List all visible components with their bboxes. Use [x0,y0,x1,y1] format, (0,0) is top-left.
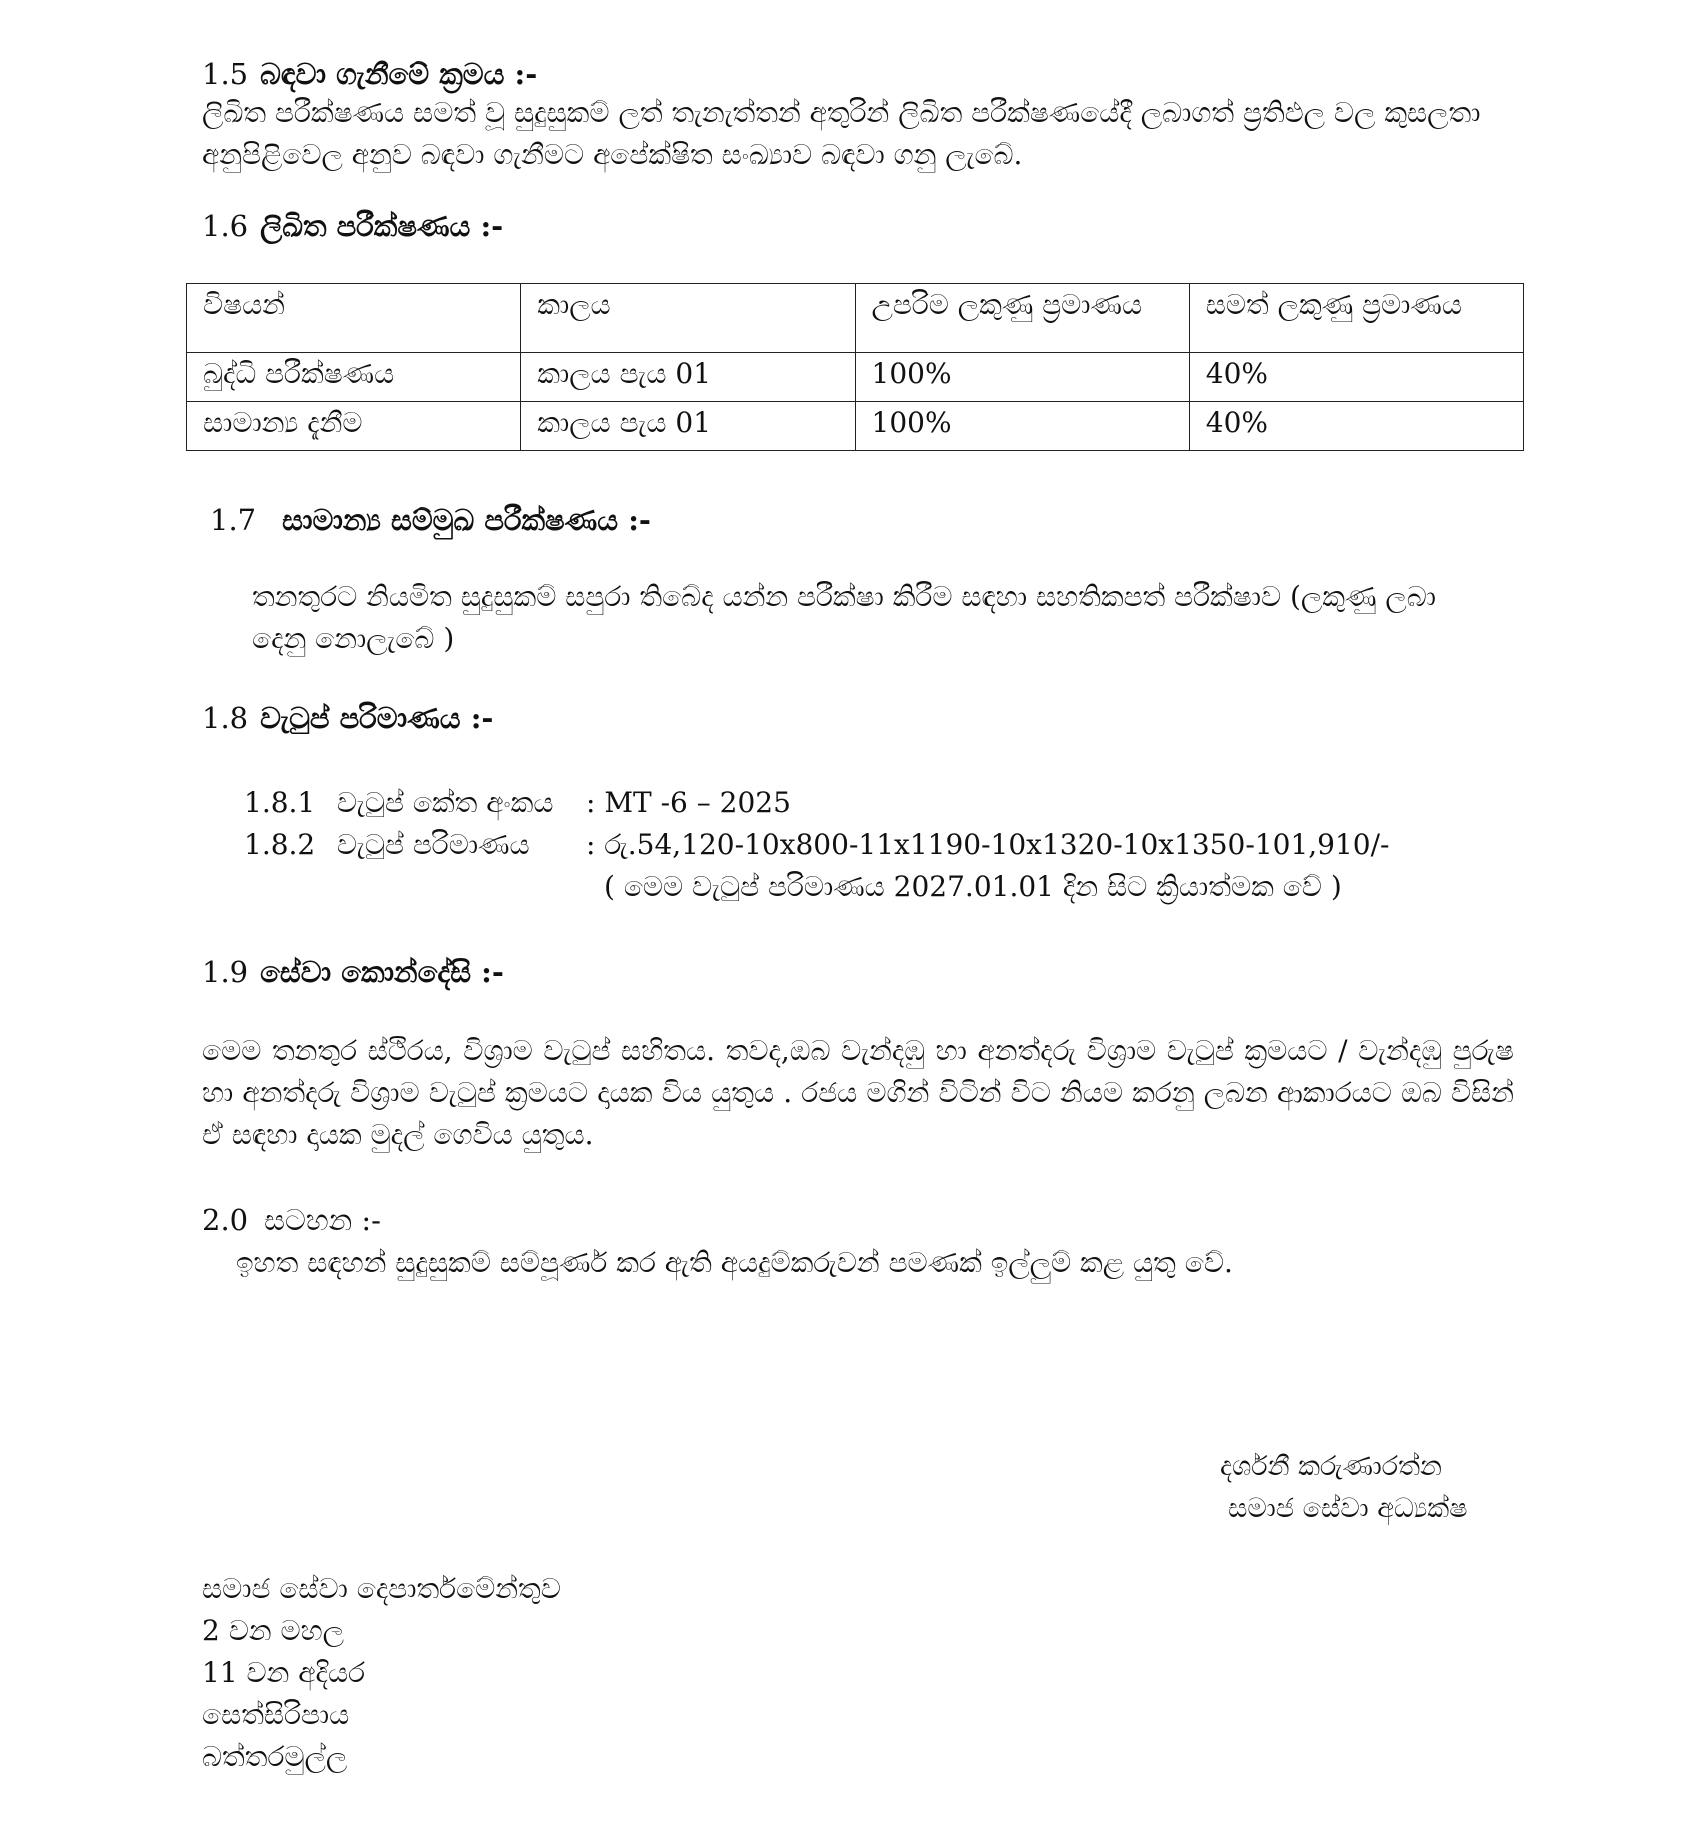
item-value: : රු.54,120-10x800-11x1190-10x1320-10x1350-101,910/- [586,828,1390,861]
item-label: වැටුප් කේත අංකය [336,786,554,819]
signatory-title: සමාජ සේවා අධ්‍යක්ෂ [1228,1493,1468,1524]
table-header-row [187,284,1524,353]
salary-scale-row [244,824,1390,866]
section-title: ලිඛිත පරීක්ෂණය :- [260,209,504,243]
address-line: සමාජ සේවා දෙපාර්තමේන්තුව [202,1572,561,1605]
table-cell: 40% [1189,353,1523,402]
salary-code-row [244,782,791,824]
section-2-0-body: ඉහත සඳහන් සුදුසුකම් සම්පූර්ණ කර ඇති අයදුම්කරුවන් පමණක් ඉල්ලුම් කළ යුතු වේ. [236,1246,1233,1279]
section-number: 1.8 [202,701,249,735]
item-number: 1.8.2 [244,828,316,861]
table-cell: 100% [855,402,1189,451]
section-1-6-heading [202,206,503,246]
item-number: 1.8.1 [244,786,316,819]
table-row [187,353,1524,402]
address-block [202,1568,561,1778]
section-title: සාමාන්‍ය සම්මුඛ පරීක්ෂණය :- [282,503,651,537]
address-line: 11 වන අදියර [202,1656,366,1689]
section-number: 2.0 [202,1203,249,1237]
address-line: 2 වන මහල [202,1614,345,1647]
table-cell: බුද්ධි පරීක්ෂණය [187,353,521,402]
section-1-9-heading [202,952,504,992]
section-1-8-heading [202,698,493,738]
table-header-cell: සමත් ලකුණු ප්‍රමාණය [1189,284,1523,353]
section-1-7-body: තනතුරට නියමිත සුදුසුකම් සපුරා තිබේද යන්න පරීක්ෂා කිරීම සඳහා සහතිකපත් පරීක්ෂාව (ලකුණු ලබා දෙනු නොලැබේ ) [252,580,1436,655]
section-1-7-heading [210,500,651,540]
table-row [187,402,1524,451]
section-1-5-body: ලිඛිත පරීක්ෂණය සමත් වූ සුදුසුකම් ලත් තැනැත්තන් අතුරින් ලිඛිත පරීක්ෂණයේදී ලබාගත් ප්‍රතිඵල වල කුසලතා අනුපිළිවෙල අනුව බඳවා ගැනීමට අපේක්ෂිත සංඛ්‍යාව බඳවා ගනු ලැබේ. [202,96,1481,171]
table-header-cell: උපරිම ලකුණු ප්‍රමාණය [855,284,1189,353]
section-title: සටහන :- [264,1203,381,1237]
section-number: 1.5 [202,57,249,91]
table-header-cell: කාලය [521,284,855,353]
signatory-name: දර්ශනී කරුණාරත්න [1220,1451,1442,1482]
table-cell: සාමාන්‍ය දැනීම [187,402,521,451]
item-value: : MT -6 – 2025 [586,786,791,819]
section-title: බඳවා ගැනීමේ ක්‍රමය :- [260,57,538,91]
table-cell: කාලය පැය 01 [521,353,855,402]
section-number: 1.7 [210,503,257,537]
item-label: වැටුප් පරිමාණය [336,828,530,861]
section-2-0-heading [202,1200,381,1240]
table-cell: කාලය පැය 01 [521,402,855,451]
table-cell: 100% [855,353,1189,402]
address-line: බත්තරමුල්ල [202,1740,348,1773]
table-header-cell: විෂයන් [187,284,521,353]
section-1-9-body: මෙම තනතුර ස්ථිරය, විශ්‍රාම වැටුප් සහිතය. තවද,ඔබ වැන්දඹු හා අනත්දරු විශ්‍රාම වැටුප් ක්‍රමයට / වැන්දඹු පුරුෂ හා අනත්දරු විශ්‍රාම වැටුප් ක්‍රමයට දායක විය යුතුය . රජය මගින් විටින් විට නියම කරනු ලබන ආකාරයට ඔබ විසින් ඒ සඳහා දායක මුදල් ගෙවිය යුතුය. [202,1034,1514,1151]
address-line: සෙත්සිරිපාය [202,1698,350,1731]
section-title: වැටුප් පරිමාණය :- [260,701,494,735]
section-number: 1.9 [202,955,249,989]
section-number: 1.6 [202,209,249,243]
salary-effective-note: ( මෙම වැටුප් පරිමාණය 2027.01.01 දින සිට ක්‍රියාත්මක වේ ) [604,870,1342,903]
section-title: සේවා කොන්දේසි :- [260,955,504,989]
signature-block [1220,1446,1468,1530]
table-cell: 40% [1189,402,1523,451]
written-exam-table [186,283,1524,451]
section-1-5-heading [202,54,537,94]
